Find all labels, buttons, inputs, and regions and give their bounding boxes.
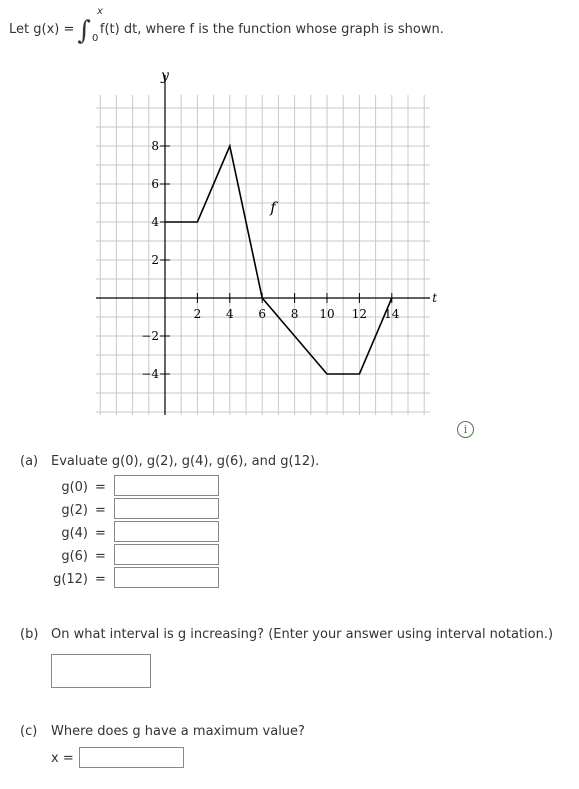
integral-symbol: ∫ xyxy=(77,16,91,46)
x-tick-label: 8 xyxy=(290,307,299,321)
y-tick-label: −2 xyxy=(141,329,159,343)
part-b-question: On what interval is g increasing? (Enter your answer using interval notation.) xyxy=(51,627,554,642)
y-tick-label: 2 xyxy=(151,253,159,267)
function-graph xyxy=(90,60,438,425)
curve-label: f xyxy=(270,198,276,217)
x-tick-label: 4 xyxy=(225,307,234,321)
g4-label: g(4) xyxy=(61,526,88,541)
g0-input[interactable] xyxy=(114,475,219,496)
g12-equals: = xyxy=(95,572,106,587)
g6-label: g(6) xyxy=(61,549,88,564)
g2-input[interactable] xyxy=(114,498,219,519)
g2-label: g(2) xyxy=(61,503,88,518)
problem-statement xyxy=(9,6,444,46)
x-tick-label: 12 xyxy=(351,307,368,321)
part-a-label: (a) xyxy=(20,454,39,469)
info-icon[interactable]: i xyxy=(457,421,474,438)
integral-upper-limit: x xyxy=(97,6,103,17)
graph-axes xyxy=(96,75,430,415)
part-a-question: Evaluate g(0), g(2), g(4), g(6), and g(12). xyxy=(51,454,320,469)
y-tick-label: 6 xyxy=(151,177,159,191)
part-c-label: (c) xyxy=(20,724,38,739)
max-x-input[interactable] xyxy=(79,747,184,768)
x-tick-label: 6 xyxy=(258,307,267,321)
integral-lower-limit: 0 xyxy=(92,33,99,44)
x-tick-label: 14 xyxy=(384,307,400,321)
x-equals-label: x = xyxy=(51,751,74,766)
part-c-question: Where does g have a maximum value? xyxy=(51,724,305,739)
x-tick-label: 10 xyxy=(319,307,335,321)
part-b-label: (b) xyxy=(20,627,39,642)
g0-equals: = xyxy=(95,480,106,495)
y-tick-label: 4 xyxy=(151,215,159,229)
g0-label: g(0) xyxy=(61,480,88,495)
y-axis-label: y xyxy=(161,68,169,84)
x-axis-label: t xyxy=(432,291,438,305)
interval-input[interactable] xyxy=(51,654,151,688)
g6-input[interactable] xyxy=(114,544,219,565)
intro-integrand: f(t) dt, where f is the function whose graph is shown. xyxy=(99,22,444,37)
g12-input[interactable] xyxy=(114,567,219,588)
g2-equals: = xyxy=(95,503,106,518)
x-tick-label: 2 xyxy=(193,307,202,321)
g12-label: g(12) xyxy=(53,572,88,587)
g4-input[interactable] xyxy=(114,521,219,542)
y-tick-label: 8 xyxy=(151,139,159,153)
g4-equals: = xyxy=(95,526,106,541)
g6-equals: = xyxy=(95,549,106,564)
intro-prefix: Let g(x) = xyxy=(9,22,75,37)
y-tick-label: −4 xyxy=(141,367,159,381)
